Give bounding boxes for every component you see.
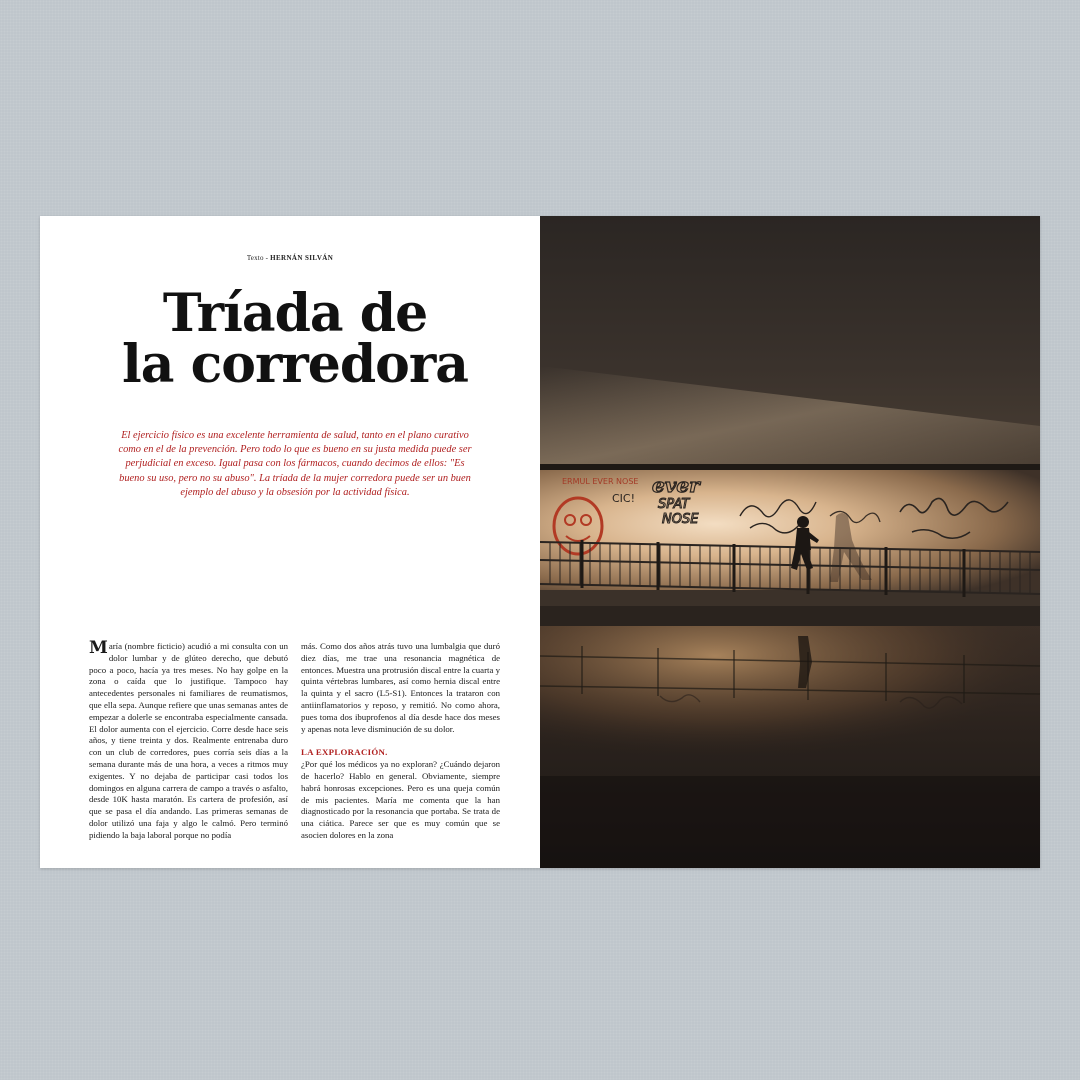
body-text-3: ¿Por qué los médicos ya no exploran? ¿Cuándo dejaron de hacerlo? Hablo en general. Obviamente, siempre habrá honrosas excepciones. Pero es una queja común de mis pacientes. María me comenta que la han diagnosticado por la resonancia que portaba. Se trata de una ciática. Parece ser que es muy común que se asocien dolores en la zona	[301, 759, 500, 840]
body-column-2	[301, 641, 500, 842]
graffiti-tag-4: SPAT	[658, 497, 690, 512]
byline-label: Texto -	[246, 254, 269, 262]
water-reflection	[540, 626, 1040, 776]
left-page	[40, 216, 540, 868]
article-title	[40, 283, 550, 395]
title-line-2: la corredora	[122, 334, 468, 395]
lead-paragraph: El ejercicio físico es una excelente herramienta de salud, tanto en el plano curativo como en el de la prevención. Pero todo lo que es bueno en su justa medida puede ser perjudicial en exceso. Igual pasa con los fármacos, cuando decimos de ellos: "Es bueno su uso, pero no su abuso". La tríada de la mujer corredora puede ser un buen ejemplo del abuso y la obsesión por la actividad física.	[118, 430, 472, 498]
title-line-1: Tríada de	[162, 283, 428, 344]
walkway-edge	[540, 606, 1040, 626]
wall-edge	[540, 464, 1040, 470]
magazine-spread	[40, 216, 1040, 868]
dark-water	[540, 776, 1040, 868]
runner-underpass-photo	[540, 216, 1040, 868]
drop-cap: M	[89, 638, 108, 658]
byline-author: HERNÁN SILVÁN	[270, 254, 334, 262]
graffiti-tag-3: ever	[652, 473, 700, 497]
graffiti-tag-5: NOSE	[662, 512, 699, 527]
body-text-1: aría (nombre ficticio) acudió a mi consulta con un dolor lumbar y de glúteo derecho, que debutó poco a poco, hacía ya tres meses. No hay golpe en la zona o caída que lo justifique. Tampoco hay antecedentes personales ni familiares de reumatismos, que ella sepa. Aunque refiere que unas semanas antes de empezar a dolerle se encontraba especialmente cansada. El dolor aumenta con el ejercicio. Corre desde hace seis años, y tiene treinta y dos. Realmente entrenaba duro con un club de corredores, pues corría seis días a la semana durante más de una hora, a veces a ritmos muy exigentes. Y no dejaba de participar casi todos los domingos en alguna carrera de campo a través o asfalto, desde 10K hasta maratón. Es cartera de profesión, así que se pasa el día andando. Las primeras semanas de dolor utilizó una faja y algo le calmó. Pero terminó pidiendo la baja laboral porque no podía	[89, 641, 288, 840]
graffiti-tag-2: CIC!	[612, 492, 636, 505]
body-text-2: más. Como dos años atrás tuvo una lumbalgia que duró diez días, me trae una resonancia magnética de entonces. Muestra una protrusión discal entre la cuarta y quinta vértebras lumbares, así como hernia discal entre la quinta y el sacro (L5-S1). Entonces la trataron con antiinflamatorios y reposo, y remitió. No como ahora, pues toma dos ibuprofenos al día desde hace dos meses y apenas nota leve disminución de su dolor.	[301, 641, 500, 734]
body-column-1	[89, 638, 288, 842]
byline	[40, 254, 540, 262]
right-page-photo	[540, 216, 1040, 868]
section-subhead: LA EXPLORACIÓN.	[301, 747, 388, 758]
graffiti-tag-1: ERMUL EVER NOSE	[562, 477, 639, 486]
